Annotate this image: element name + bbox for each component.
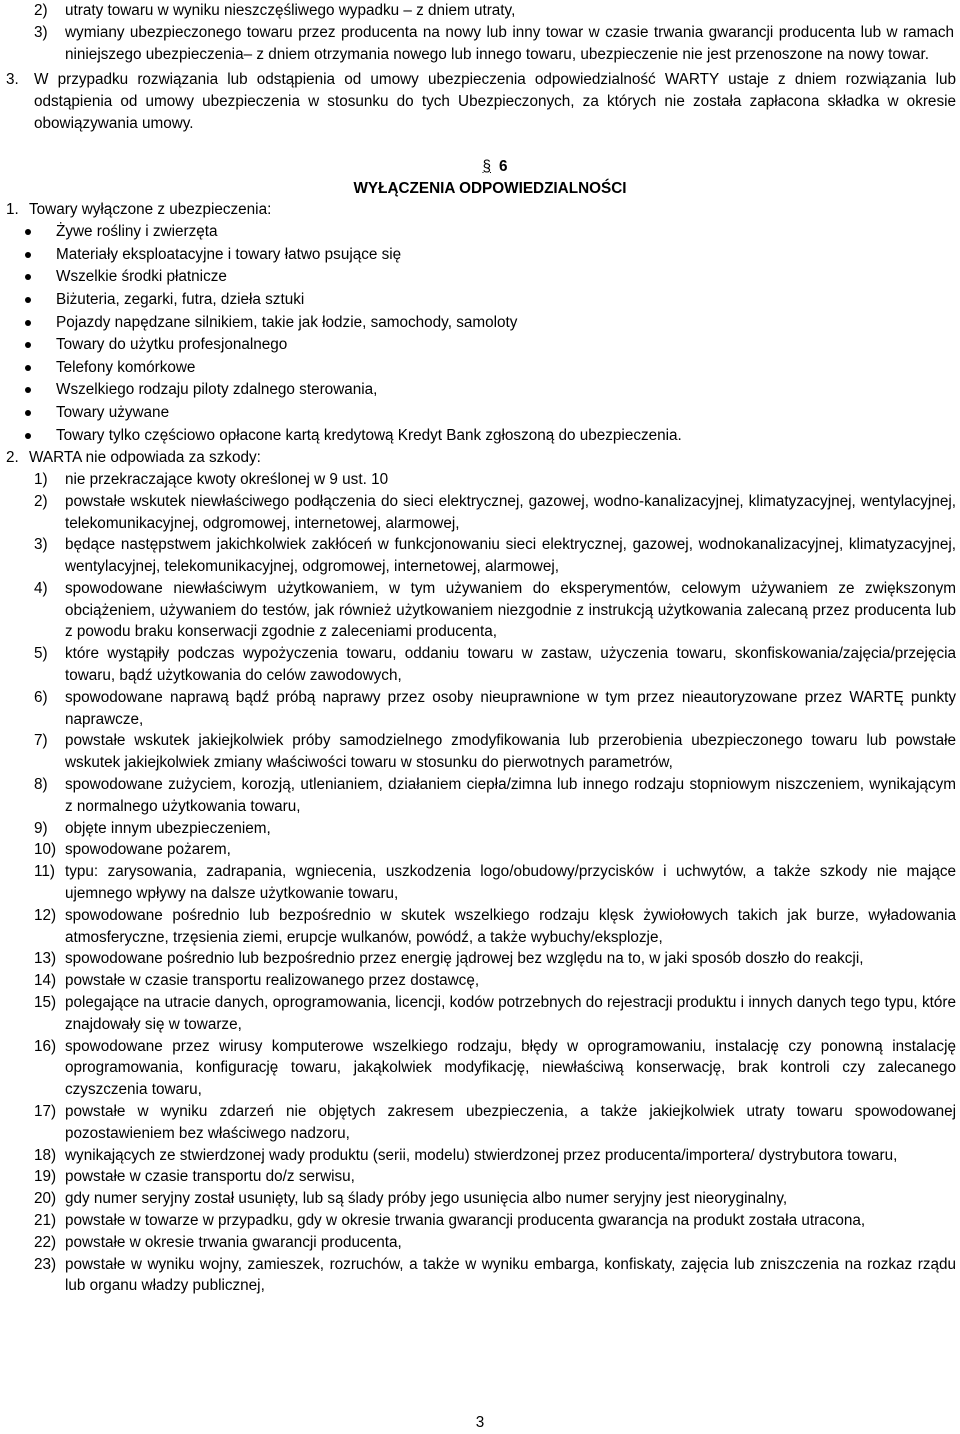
item-text: będące następstwem jakichkolwiek zakłóceń w funkcjonowaniu sieci elektrycznej, gazowej, wodnokanalizacyjnej, klimatyzacyjnej, wentylacyjnej, telekomunikacyjnej, odgromowej, internetowej, alarmowej, (65, 536, 956, 576)
bullet-icon (25, 365, 31, 371)
list-item (34, 970, 956, 992)
bullet-text: Wszelkie środki płatnicze (56, 268, 227, 286)
list-item (56, 221, 960, 244)
point-1-label-row (6, 199, 960, 221)
item-number: 12) (34, 906, 57, 924)
bullet-text: Towary używane (56, 403, 170, 421)
item-number: 5) (34, 645, 48, 663)
item-number: 20) (34, 1190, 57, 1208)
item-number: 3) (34, 536, 48, 554)
item-number: 7) (34, 732, 48, 750)
list-item (34, 534, 956, 578)
bullet-text: Biżuteria, zegarki, futra, dzieła sztuki (56, 290, 305, 308)
point-label: WARTA nie odpowiada za szkody: (29, 449, 261, 467)
item-number: 17) (34, 1103, 57, 1121)
section-number: 3. (6, 71, 19, 89)
list-item (56, 244, 960, 267)
bullet-text: Wszelkiego rodzaju piloty zdalnego sterowania, (56, 381, 378, 399)
bullet-icon (25, 252, 31, 258)
item-text: powstałe w wyniku zdarzeń nie objętych zakresem ubezpieczenia, a także jakiejkolwiek utraty towaru spowodowanej pozostawieniem bez właściwego nadzoru, (65, 1103, 956, 1142)
item-number: 11) (34, 863, 55, 881)
item-number: 22) (34, 1233, 57, 1251)
list-item (56, 289, 960, 312)
section-heading (300, 156, 660, 200)
item-number: 1) (34, 470, 48, 488)
point-1 (6, 199, 960, 447)
item-number: 10) (34, 841, 57, 859)
list-item (34, 774, 956, 818)
item-text: spowodowane pożarem, (65, 841, 231, 859)
list-item (56, 334, 960, 357)
item-number: 4) (34, 579, 48, 597)
list-item (56, 357, 960, 380)
bullet-icon (25, 229, 31, 235)
item-number: 3) (34, 23, 48, 41)
list-item (56, 312, 960, 335)
item-text: powstałe wskutek niewłaściwego podłączenia do sieci elektrycznej, gazowej, wodno-kanalizacyjnej, klimatyzacyjnej, wentylacyjnej, telekomunikacyjnej, odgromowej, internetowej, alarmowej, (65, 492, 956, 532)
section-3-paragraph (6, 69, 956, 134)
list-item (34, 839, 956, 861)
list-item (34, 905, 956, 949)
item-number: 18) (34, 1146, 57, 1164)
item-number: 8) (34, 776, 48, 794)
list-item (34, 578, 956, 643)
item-number: 15) (34, 994, 57, 1012)
exclusions-list (6, 469, 958, 1297)
list-item (34, 469, 956, 491)
bullet-icon (25, 387, 31, 393)
intro-list (0, 0, 956, 65)
bullet-text: Materiały eksploatacyjne i towary łatwo psujące się (56, 245, 402, 263)
list-item (34, 687, 956, 731)
list-item (56, 402, 960, 425)
heading-number-value: 6 (499, 157, 508, 175)
item-text: wynikających ze stwierdzonej wady produktu (serii, modelu) stwierdzonej przez producenta/importera/ dystrybutora towaru, (65, 1146, 898, 1164)
list-item (34, 992, 956, 1036)
item-text: spowodowane pośrednio lub bezpośrednio w skutek wszelkiego rodzaju klęsk żywiołowych takich jak burze, wyładowania atmosferyczne, trzęsienia ziemi, erupcje wulkanów, powódź, a także wybuchy/eksplozje, (65, 906, 956, 946)
heading-title: WYŁĄCZENIA ODPOWIEDZIALNOŚCI (353, 179, 627, 197)
list-item (34, 1188, 956, 1210)
item-text: powstałe wskutek jakiejkolwiek próby samodzielnego zmodyfikowania lub przerobienia ubezpieczonego towaru lub powstałe wskutek jakiejkolwiek zmiany właściwości towaru w stosunku do pierwotnych parametrów, (65, 732, 956, 772)
item-text: nie przekraczające kwoty określonej w 9 ust. 10 (65, 470, 389, 488)
bullet-icon (25, 342, 31, 348)
point-2-label-row (6, 447, 960, 469)
list-item (34, 948, 956, 970)
bullet-icon (25, 410, 31, 416)
list-item (34, 491, 956, 535)
excluded-goods-list (6, 221, 960, 447)
section-text: W przypadku rozwiązania lub odstąpienia od umowy ubezpieczenia odpowiedzialność WARTY ustaje z dniem rozwiązania lub odstąpienia od umowy ubezpieczenia w stosunku do tych Ubezpieczonych, za których nie została zapłacona składka w okresie obowiązywania umowy. (34, 71, 956, 132)
item-text: gdy numer seryjny został usunięty, lub są ślady próby jego usunięcia albo numer seryjny jest nieoryginalny, (65, 1190, 788, 1208)
list-item (34, 1210, 956, 1232)
list-item (34, 22, 954, 66)
item-number: 6) (34, 688, 48, 706)
paragraph-sign: § (482, 157, 491, 175)
item-text: spowodowane przez wirusy komputerowe wszelkiego rodzaju, błędy w oprogramowaniu, instalację czy ponowną instalację oprogramowania, konfigurację towaru, jakąkolwiek modyfikację, niewłaściwą konserwację, brak kontroli czy zalecanego czyszczenia towaru, (65, 1037, 956, 1099)
item-number: 2) (34, 492, 48, 510)
item-text: powstałe w czasie transportu realizowanego przez dostawcę, (65, 972, 480, 990)
bullet-text: Telefony komórkowe (56, 358, 196, 376)
item-text: utraty towaru w wyniku nieszczęśliwego wypadku – z dniem utraty, (65, 2, 516, 19)
item-number: 23) (34, 1255, 57, 1273)
list-item (34, 643, 956, 687)
heading-number (330, 156, 660, 178)
list-item (56, 379, 960, 402)
item-text: spowodowane zużyciem, korozją, utlenianiem, działaniem ciepła/zimna lub innego rodzaju stopniowym niszczeniem, wynikającym z normalnego użytkowania towaru, (65, 776, 956, 815)
point-label: Towary wyłączone z ubezpieczenia: (29, 201, 272, 219)
item-text: powstałe w czasie transportu do/z serwisu, (65, 1168, 355, 1186)
bullet-text: Żywe rośliny i zwierzęta (56, 223, 218, 241)
item-text: powstałe w towarze w przypadku, gdy w okresie trwania gwarancji producenta gwarancja na produkt została utracona, (65, 1212, 866, 1229)
list-item (56, 425, 960, 448)
list-item (34, 1036, 956, 1101)
list-item (34, 1145, 956, 1167)
bullet-icon (25, 320, 31, 326)
item-text: typu: zarysowania, zadrapania, wgniecenia, uszkodzenia logo/obudowy/przycisków i uchwytów, a także szkody nie mające ujemnego wpływy na dalsze użytkowanie towaru, (65, 863, 956, 903)
item-number: 14) (34, 972, 57, 990)
list-item (34, 1254, 956, 1298)
item-text: polegające na utracie danych, oprogramowania, licencji, kodów potrzebnych do rejestracji produktu i innych danych tego typu, które znajdowały się w towarze, (65, 994, 956, 1033)
list-item (34, 1166, 956, 1188)
point-number: 2. (6, 449, 19, 467)
bullet-text: Towary do użytku profesjonalnego (56, 336, 288, 354)
item-number: 13) (34, 950, 57, 968)
point-number: 1. (6, 201, 19, 219)
bullet-icon (25, 433, 31, 439)
item-number: 2) (34, 2, 48, 19)
list-item (34, 1232, 956, 1254)
item-text: objęte innym ubezpieczeniem, (65, 819, 271, 837)
bullet-icon (25, 274, 31, 280)
point-2 (6, 447, 960, 1297)
list-item (34, 730, 956, 774)
item-text: powstałe w wyniku wojny, zamieszek, rozruchów, a także w wyniku embarga, konfiskaty, zajęcia lub zniszczenia na rozkaz rządu lub organu władzy publicznej, (65, 1255, 956, 1295)
item-number: 21) (34, 1212, 57, 1229)
item-text: wymiany ubezpieczonego towaru przez producenta na nowy lub inny towar w czasie trwania gwarancji producenta lub w ramach niniejszego ubezpieczenia– z dniem otrzymania nowego lub innego towaru, ubezpieczenie nie jest przenoszone na nowy towar. (65, 23, 954, 63)
bullet-text: Pojazdy napędzane silnikiem, takie jak łodzie, samochody, samoloty (56, 313, 518, 331)
bullet-text: Towary tylko częściowo opłacone kartą kredytową Kredyt Bank zgłoszoną do ubezpieczenia. (56, 426, 682, 444)
item-text: które wystąpiły podczas wypożyczenia towaru, oddaniu towaru w zastaw, użyczenia towaru, skonfiskowania/zajęcia/przejęcia towaru, bądź użytkowania do celów zawodowych, (65, 645, 956, 685)
item-number: 16) (34, 1037, 57, 1055)
item-number: 9) (34, 819, 48, 837)
item-text: spowodowane pośrednio lub bezpośrednio przez energię jądrowej bez względu na to, w jaki sposób doszło do reakcji, (65, 950, 864, 968)
bullet-icon (25, 297, 31, 303)
list-item (34, 861, 956, 905)
page-number: 3 (475, 1414, 485, 1431)
list-item (56, 266, 960, 289)
item-text: spowodowane niewłaściwym użytkowaniem, w tym używaniem do eksperymentów, celowym używaniem ze zwiększonym obciążeniem, używaniem do testów, jak również użytkowaniem niezgodnie z instrukcją użytkowania zalecaną przez producenta lub z powodu braku konserwacji zgodnie z zaleceniami producenta, (65, 579, 956, 641)
list-item (34, 818, 956, 840)
item-number: 19) (34, 1168, 57, 1186)
item-text: powstałe w okresie trwania gwarancji producenta, (65, 1233, 402, 1251)
item-text: spowodowane naprawą bądź próbą naprawy przez osoby nieuprawnione w tym przez nieautoryzowane przez WARTĘ punkty naprawcze, (65, 688, 956, 728)
list-item (34, 0, 954, 22)
list-item (34, 1101, 956, 1145)
